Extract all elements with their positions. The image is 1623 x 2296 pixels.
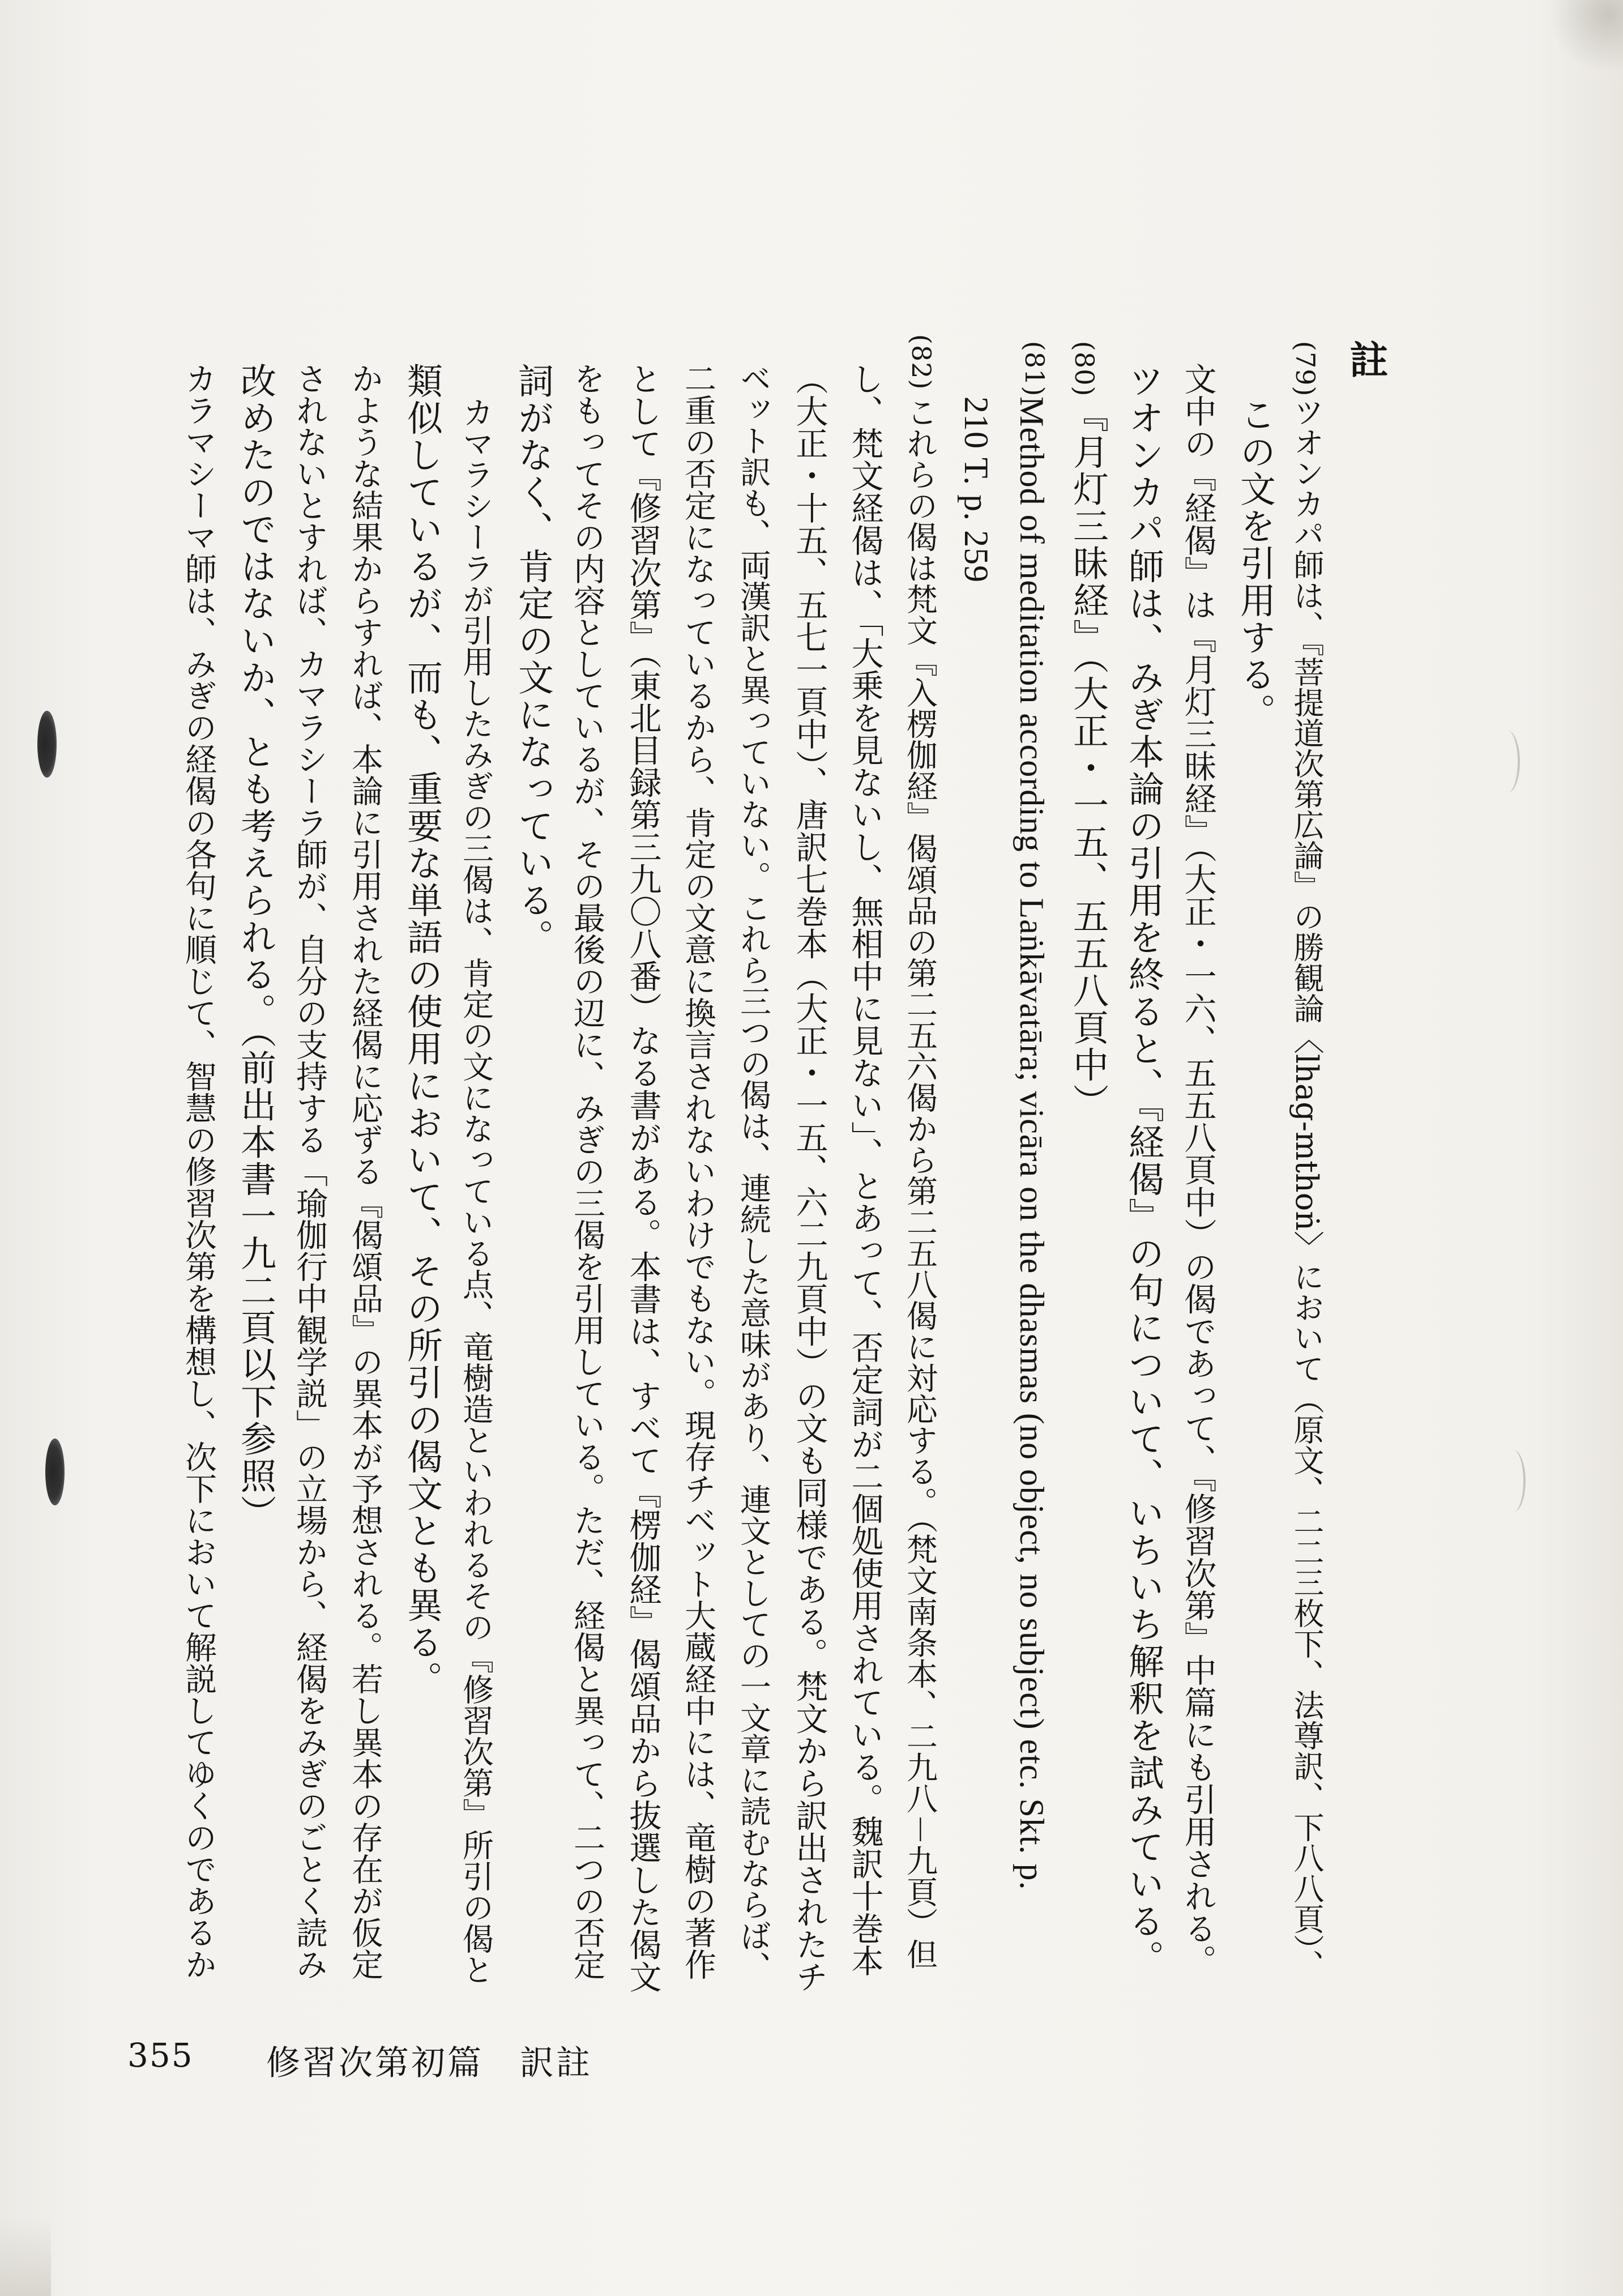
- note-number-79: (79): [1290, 341, 1321, 397]
- page-number: 355: [127, 2036, 194, 2075]
- text-column: 詞がなく、肯定の文になっている。: [512, 362, 554, 956]
- text-column: ツオンカパ師は、『菩提道次第広論』の勝観論〈lhag-mthoṅ〉において（原文、二二三枚下、法尊訳、下八八頁）、: [1289, 396, 1325, 1981]
- text-column: 類似しているが、而も、重要な単語の使用において、その所引の偈文とも異る。: [402, 362, 443, 1698]
- text-column: カラマシーマ師は、みぎの経偈の各句に順じて、智慧の修習次第を構想し、次下において解説してゆくのであるか: [180, 362, 217, 1980]
- note-number-80: (80): [1069, 341, 1100, 397]
- text-column: として『修習次第』（東北目録第三九〇八番）なる書がある。本書は、すべて『楞伽経』偈頌品から抜選した偈文: [624, 362, 661, 1993]
- fold-mark-upper: [1495, 731, 1520, 793]
- text-column: をもってその内容としているが、その最後の辺に、みぎの三偈を引用している。ただ、経偈と異って、二つの否定: [569, 362, 605, 1980]
- text-column: Method of meditation according to Laṅkāvatāra; vicāra on the dhasmas (no object, no subject) etc. Skt. p.: [1013, 396, 1050, 1890]
- text-column: ベット訳も、両漢訳と異っていない。これら三つの偈は、連続した意味があり、連文としての一文章に読むならば、: [735, 362, 771, 1982]
- text-column: この文を引用する。: [1235, 396, 1276, 731]
- text-column: カマラシーラが引用したみぎの三偈は、肯定の文になっている点、竜樹造といわれるその『修習次第』所引の偈と: [458, 396, 494, 1985]
- note-number-82: (82): [906, 334, 937, 390]
- section-title: 註: [1343, 340, 1389, 379]
- corner-stain: [1549, 0, 1623, 74]
- text-column: 文中の『経偈』は『月灯三昧経』（大正・一六、五五八頁中）の偈であって、『修習次第』中篇にも引用される。: [1179, 362, 1216, 1977]
- text-column: ツオンカパ師は、みぎ本論の引用を終ると、『経偈』の句について、いちいち解釈を試みている。: [1123, 362, 1164, 1977]
- binding-hole-upper: [37, 711, 57, 778]
- text-column: 二重の否定になっているから、肯定の文意に換言されないわけでもない。現存チベット大蔵経中には、竜樹の著作: [680, 362, 716, 1980]
- binding-hole-lower: [45, 1439, 65, 1505]
- text-column: されないとすれば、カマラシーラ師が、自分の支持する「瑜伽行中観学説」の立場から、経偈をみぎのごとく読み: [291, 362, 328, 1980]
- note-number-81: (81): [1019, 341, 1050, 397]
- text-column: 改めたのではないか、とも考えられる。（前出本書一九二頁以下参照）: [235, 362, 276, 1532]
- text-column: これらの偈は梵文『入楞伽経』偈頌品の第二五六偈から第二五八偈に対応する。（梵文南条本、二九八－九頁）但: [902, 396, 938, 1970]
- text-column: 『月灯三昧経』（大正・一五、五五八頁中）: [1067, 396, 1109, 1121]
- text-column: かような結果からすれば、本論に引用された経偈に応ずる『偈頌品』の異本が予想される。若し異本の存在が仮定: [347, 362, 383, 1980]
- text-column: し、梵文経偈は、「大乗を見ないし、無相中に見ない」、とあって、否定詞が二個処使用されている。魏訳十巻本: [846, 362, 883, 1977]
- bottom-edge-shadow: [0, 2217, 51, 2296]
- running-title: 修習次第初篇 訳註: [266, 2043, 592, 2083]
- text-column: （大正・十五、五七一頁中）、唐訳七巻本（大正・一五、六二九頁中）の文も同様である。梵文から訳出されたチ: [791, 362, 828, 1993]
- text-column: 210 T. p. 259: [958, 396, 995, 583]
- fold-mark-lower: [1501, 1450, 1526, 1512]
